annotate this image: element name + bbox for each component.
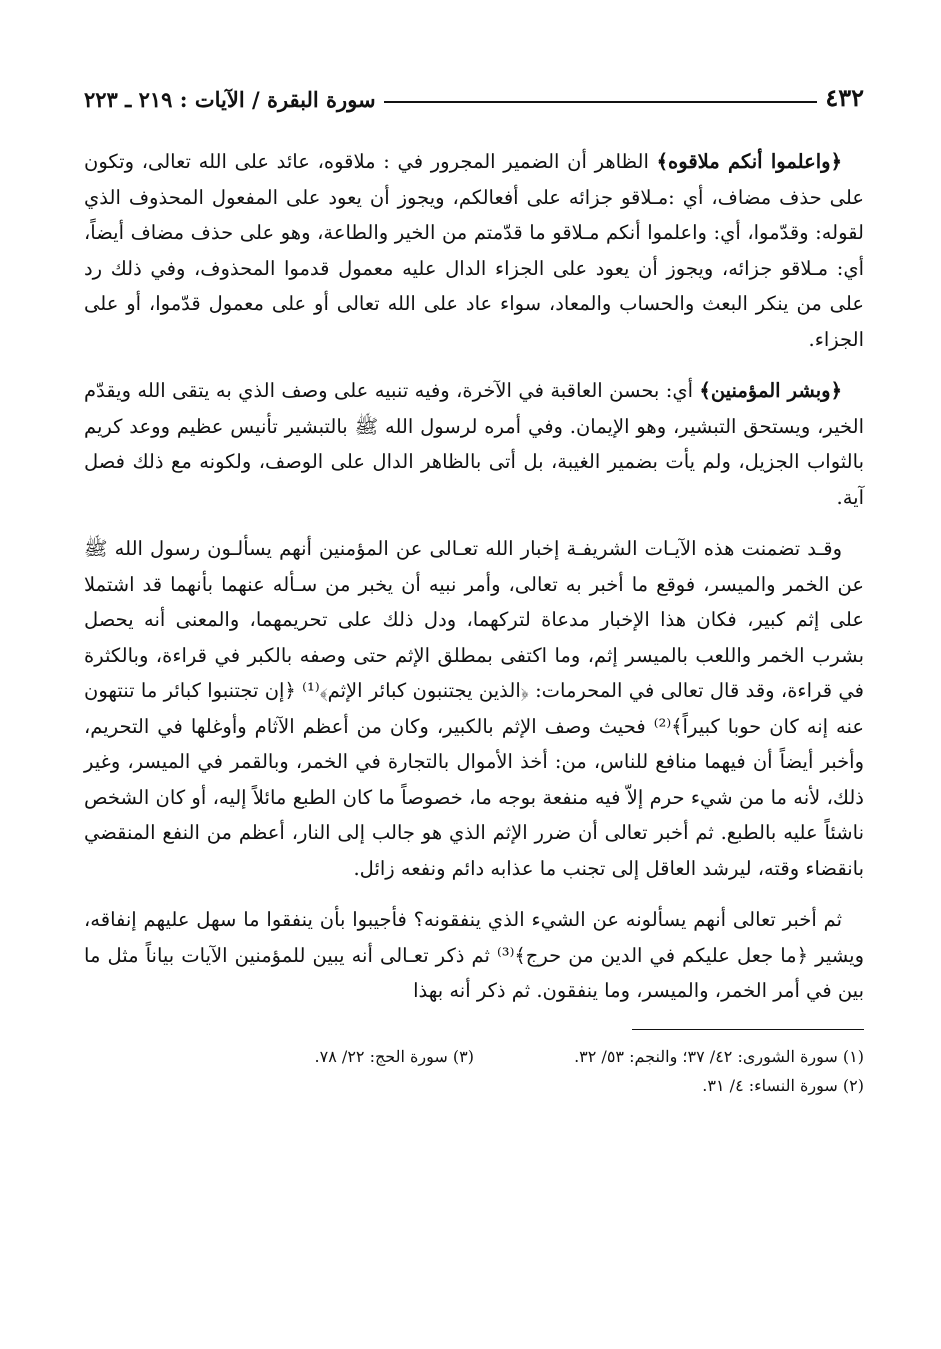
paragraph [84, 373, 864, 515]
paragraph [84, 902, 864, 1009]
paragraph-text: ثم أخبر تعالى أنهم يسألونه عن الشيء الذي ينفقونه؟ فأجيبوا بأن ينفقوا ما سهل عليهم إنفاقه، ويشير ﴿ما جعل عليكم في الدين من حرج﴾⁽³⁾ ثم ذكر تعـالى أنه يبين للمؤمنين الآيات بياناً مثل ما بين في أمر الخمر، والميسر، وما ينفقون. ثم ذكر أنه بهذا [84, 908, 864, 1002]
footnote-3: (٣) سورة الحج: ٢٢/ ٧٨. [314, 1046, 474, 1066]
running-title: سورة البقرة / الآيات : ٢١٩ ـ ٢٢٣ [84, 87, 376, 112]
footnote-row [84, 1042, 864, 1071]
paragraph-text: أي: بحسن العاقبة في الآخرة، وفيه تنبيه على وصف الذي به يتقى الله ويقدّم الخير، ويستحق التبشير، وهو الإيمان. وفي أمره لرسول الله ﷺ بالتبشير تأنيس عظيم ووعد كريم بالثواب الجزيل، ولم يأت بضمير الغيبة، بل أتى بالظاهر الدال على الوصف، ولكونه مع ذلك فصل آية. [84, 379, 864, 509]
footnotes [84, 1042, 864, 1100]
page-number: ٤٣٢ [825, 83, 864, 112]
paragraph [84, 531, 864, 886]
quranic-quote: ﴿واعلموا أنكم ملاقوه﴾ [656, 150, 842, 173]
footnote-separator [632, 1029, 864, 1030]
footnote-1: (١) سورة الشورى: ٤٢/ ٣٧؛ والنجم: ٥٣/ ٣٢. [574, 1046, 864, 1066]
document-page [84, 76, 864, 1100]
paragraph-text: وقـد تضمنت هذه الآيـات الشريفـة إخبار الله تعـالى عن المؤمنين أنهم يسألـون رسول الله ﷺ عن الخمر والميسر، فوقع ما أخبر به تعالى، وأمر نبيه أن يخبر من سـأله عنهما بأنهما قد اشتملا على إثم كبير، فكان هذا الإخبار مدعاة لتركهما، ودل ذلك على تحريمهما، والمعنى أنه يحصل بشرب الخمر واللعب بالميسر إثم، وما اكتفى بمطلق الإثم حتى وصفه بالكبر في قراءة، وبالكثرة في قراءة، وقد قال تعالى في المحرمات: ﴿الذين يجتنبون كبائر الإثم﴾⁽¹⁾ ﴿إن تجتنبوا كبائر ما تنتهون عنه إنه كان حوبا كبيراً﴾⁽²⁾ فحيث وصف الإثم بالكبير، وكان من أعظم الآثام وأوغلها في التحريم، وأخبر أيضاً أن فيهما منافع للناس، من: أخذ الأموال بالتجارة في الخمر، وبالقمر في الميسر، وغير ذلك، لأنه ما من شيء حرم إلاّ فيه منفعة بوجه ما، خصوصاً ما كان الطبع مائلاً إليه، أو كان الشخص ناشئاً عليه بالطبع. ثم أخبر تعالى أن ضرر الإثم الذي هو جالب إلى النار، أعظم من النفع المنقضي بانقضاء وقته، ليرشد العاقل إلى تجنب ما عذابه دائم ونفعه زائل. [84, 537, 864, 880]
paragraph [84, 144, 864, 357]
page-header [84, 76, 864, 112]
quranic-quote: ﴿وبشر المؤمنين﴾ [699, 379, 842, 402]
header-rule [384, 101, 818, 103]
footnote-2: (٢) سورة النساء: ٤/ ٣١. [702, 1075, 864, 1095]
footnote-row [84, 1071, 864, 1100]
body-text [84, 144, 864, 1009]
paragraph-text: الظاهر أن الضمير المجرور في : ملاقوه، عائد على الله تعالى، وتكون على حذف مضاف، أي :مـلاقو جزائه على أفعالكم، ويجوز أن يعود على المفعول المحذوف الذي لقوله: وقدّموا، أي: واعلموا أنكم مـلاقو ما قدّمتم من الخير والطاعة، وهو على حذف مضاف أيضاً، أي: مـلاقو جزائه، ويجوز أن يعود على الجزاء الدال عليه معمول قدموا المحذوف، وفي ذلك رد على من ينكر البعث والحساب والمعاد، سواء عاد على الله تعالى أو على معمول قدّموا، أو على الجزاء. [84, 150, 864, 351]
